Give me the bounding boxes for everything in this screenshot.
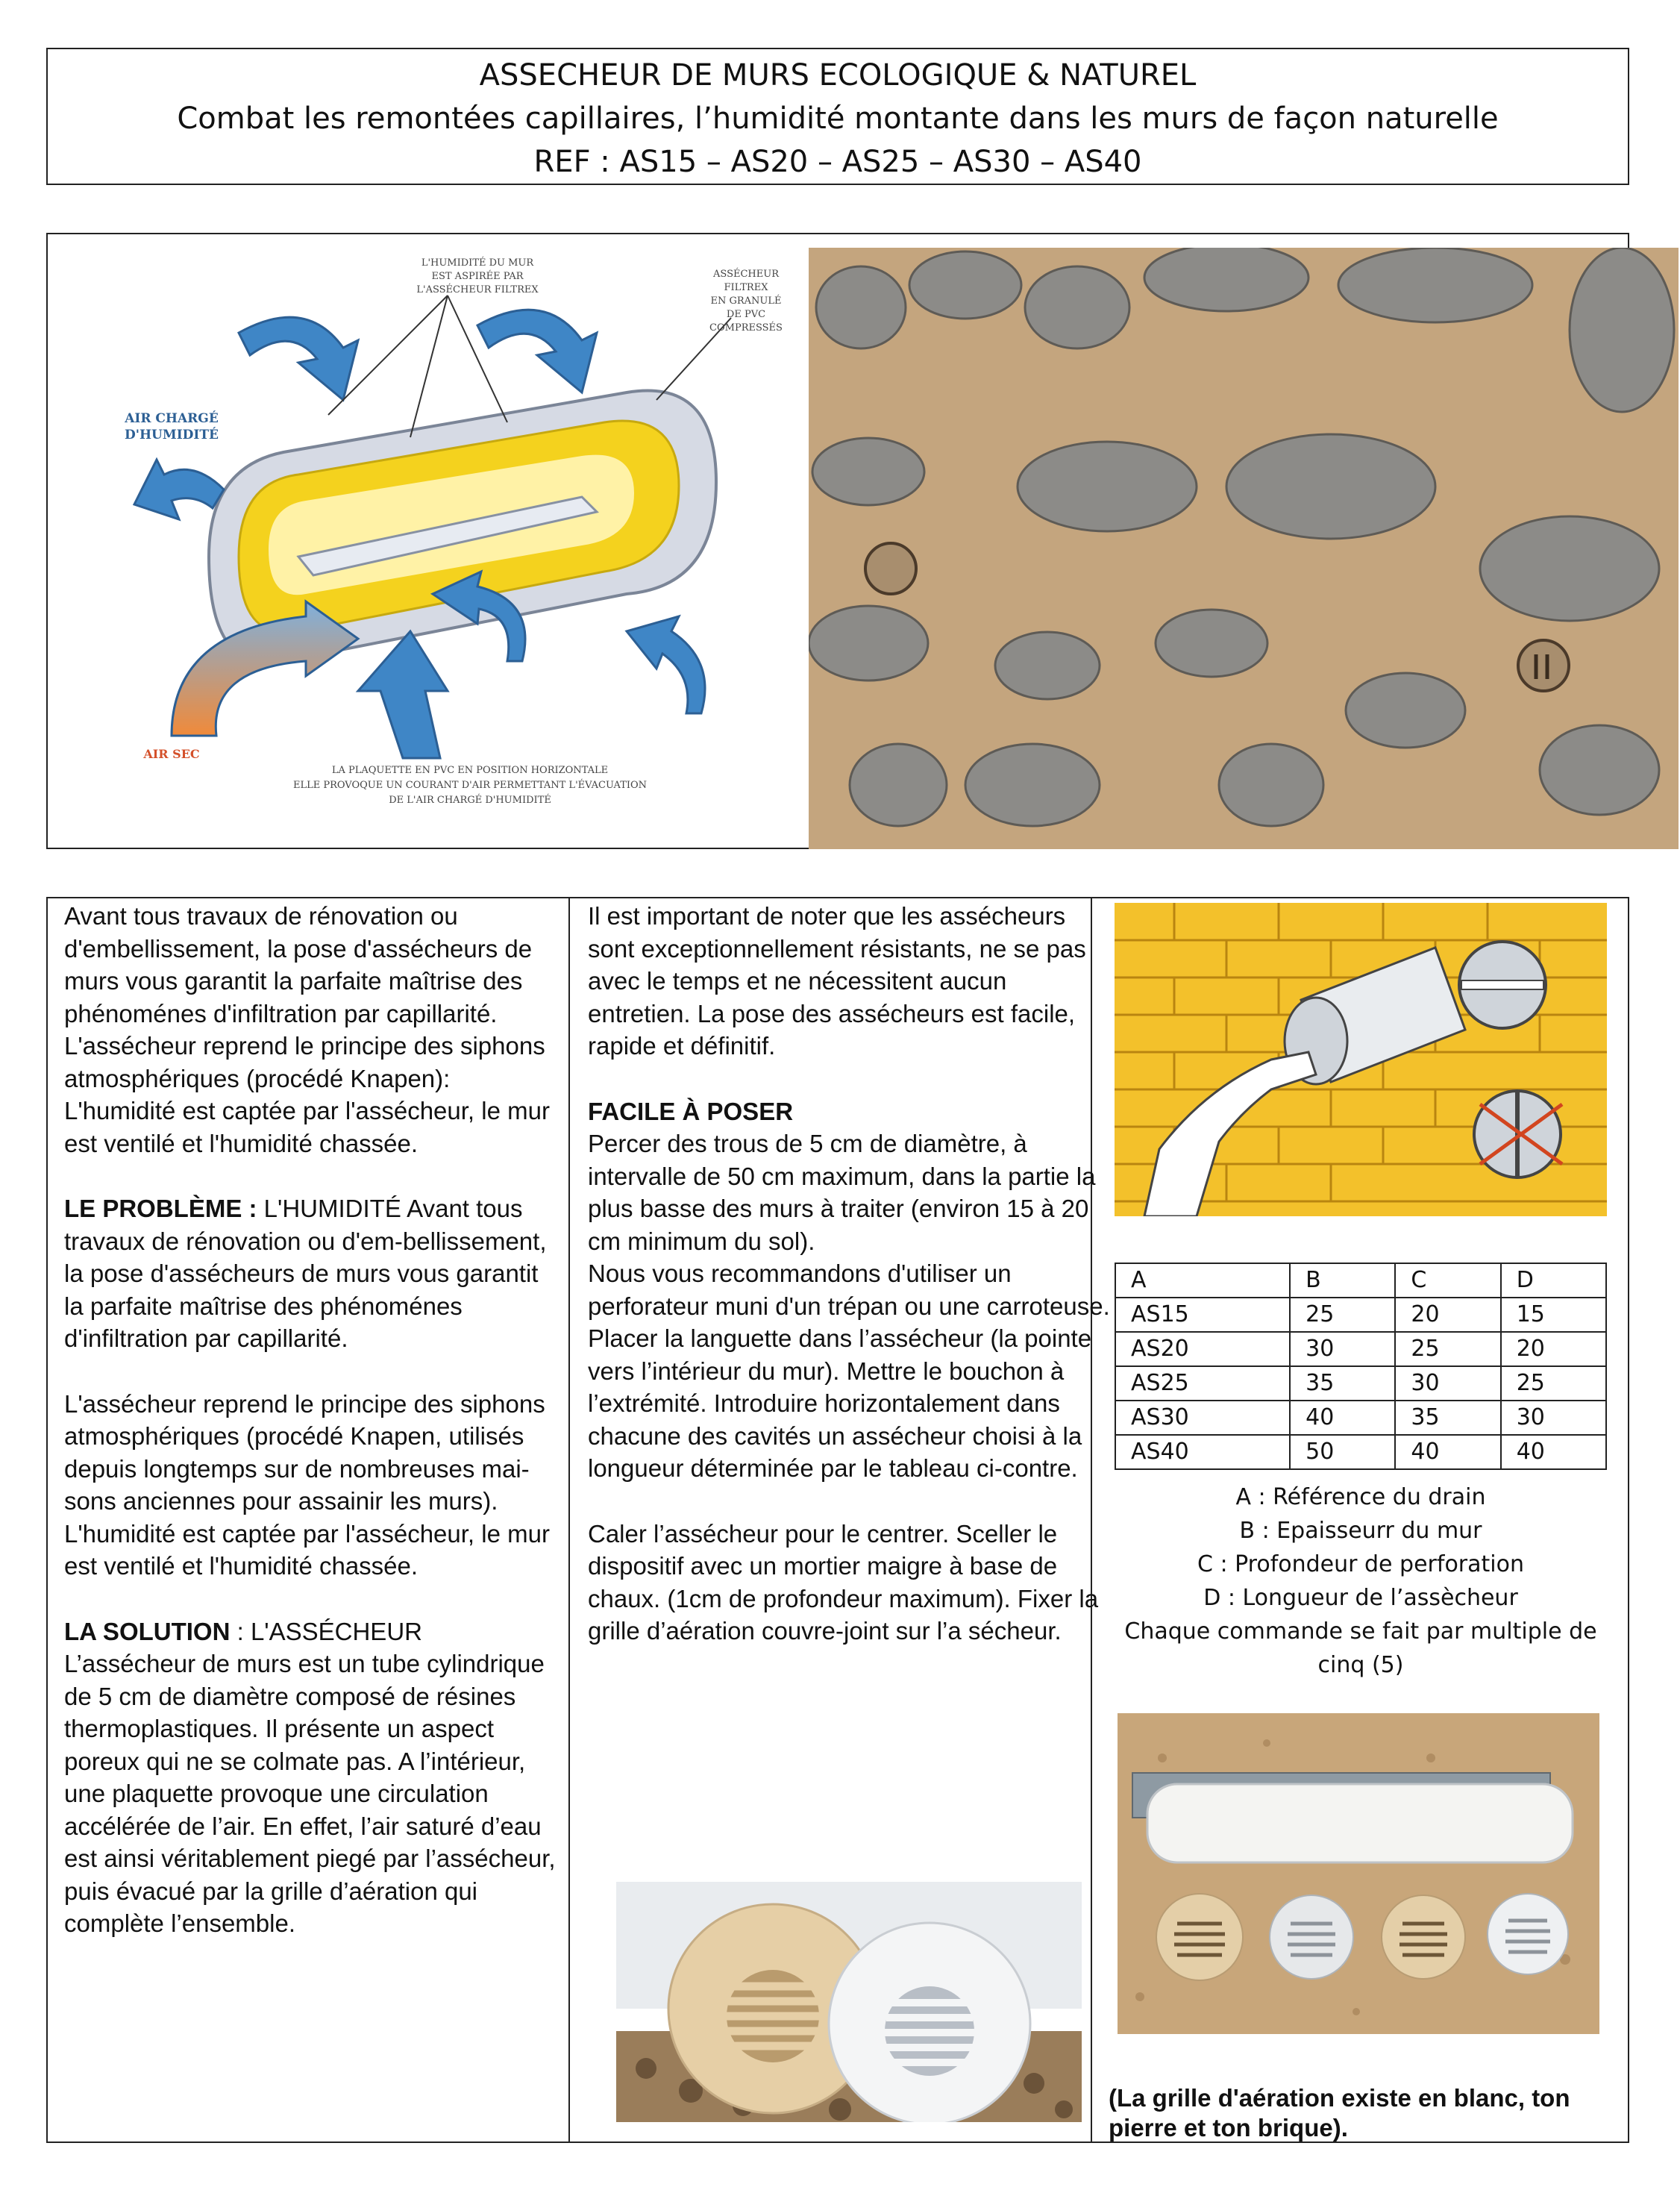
- column-divider-1: [568, 898, 570, 2141]
- label-right-5: COMPRESSÉS: [709, 322, 783, 334]
- solution-paragraph: L’assécheur de murs est un tube cylindrique de 5 cm de diamètre composé de résines thermoplastiques. Il présente un aspect poreux qui ne se colmate pas. A l’intérieur, une plaquette provoque une circulation accélérée de l’air. En effet, l’air saturé d’eau est ainsi véritablement piegé par l’assécheur, puis évacué par la grille d’aération qui complète l’ensemble.: [64, 1650, 556, 1937]
- reference-line: REF : AS15 – AS20 – AS25 – AS30 – AS40: [533, 145, 1142, 179]
- table-cell: A: [1115, 1263, 1290, 1298]
- table-cell: AS15: [1115, 1298, 1290, 1332]
- table-cell: 40: [1395, 1435, 1500, 1469]
- table-cell: C: [1395, 1263, 1500, 1298]
- table-legend: [1107, 1480, 1614, 1682]
- legend-c: C : Profondeur de perforation: [1197, 1551, 1524, 1577]
- label-top-2: EST ASPIRÉE PAR: [431, 271, 524, 282]
- wall-hole-open: [1459, 942, 1546, 1028]
- legend-b: B : Epaisseurr du mur: [1239, 1518, 1482, 1544]
- legend-order-note: Chaque commande se fait par multiple de cinq (5): [1124, 1618, 1597, 1678]
- table-cell: 25: [1395, 1332, 1500, 1366]
- table-cell: 35: [1290, 1366, 1395, 1401]
- label-bottom-2: ELLE PROVOQUE UN COURANT D'AIR PERMETTANT L'ÉVACUATION: [292, 780, 648, 791]
- grille-white-1: [1270, 1895, 1353, 1979]
- principle-paragraph: L'assécheur reprend le principe des siphons atmosphériques (procédé Knapen, utilisés depuis longtemps sur de nombreuses mai-sons anciennes pour assainir les murs). L'humidité est captée par l'assécheur, le mur est ventilé et l'humidité chassée.: [64, 1389, 550, 1580]
- solution-suffix: : L'ASSÉCHEUR: [230, 1617, 422, 1645]
- label-air-humid-1: AIR CHARGÉ: [125, 411, 219, 426]
- table-row: [1115, 1298, 1606, 1332]
- page-title: ASSECHEUR DE MURS ECOLOGIQUE & NATUREL: [479, 58, 1197, 93]
- label-bottom-1: LA PLAQUETTE EN PVC EN POSITION HORIZONTALE: [331, 765, 609, 776]
- install-heading: FACILE À POSER: [588, 1097, 794, 1125]
- problem-text: L'HUMIDITÉ Avant tous travaux de rénovation ou d'em-bellissement, la pose d'assécheurs de murs vous garantit la parfaite maîtrise des phénoménes d'infiltration par capillarité.: [64, 1195, 547, 1352]
- table-row: [1115, 1401, 1606, 1435]
- install-paragraph: Percer des trous de 5 cm de diamètre, à intervalle de 50 cm maximum, dans la partie la plus basse des murs à traiter (environ 15 à 20 cm minimum du sol).: [588, 1130, 1096, 1255]
- table-cell: D: [1501, 1263, 1606, 1298]
- dimensions-table: [1115, 1263, 1607, 1470]
- solution-heading-line: [64, 1615, 557, 1648]
- column-problem-solution: [64, 900, 557, 1940]
- grille-white-2: [1488, 1894, 1568, 1974]
- table-row: [1115, 1366, 1606, 1401]
- content-table: [46, 897, 1629, 2143]
- resistance-paragraph: Il est important de noter que les assécheurs sont exceptionnellement résistants, ne se pas avec le temps et ne nécessitent aucun entretien. La pose des assécheurs est facile, rapide et définitif.: [588, 902, 1086, 1060]
- label-bottom-3: DE L'AIR CHARGÉ D'HUMIDITÉ: [389, 795, 551, 806]
- table-cell: 20: [1395, 1298, 1500, 1332]
- brick-wall-installation-photo: [1115, 903, 1607, 1216]
- illustration-box: [46, 233, 1629, 849]
- label-air-dry: AIR SEC: [143, 747, 200, 761]
- table-cell: 25: [1290, 1298, 1395, 1332]
- grille-beige-1: [1156, 1894, 1243, 1980]
- recommend-paragraph: Nous vous recommandons d'utiliser un perforateur muni d'un trépan ou une carroteuse. Placer la languette dans l’assécheur (la pointe vers l’intérieur du mur). Mettre le bouchon à l’extrémité. Introduire horizontalement dans chacune des cavités un assécheur choisi à la longueur déterminée par le tableau ci-contre.: [588, 1260, 1110, 1482]
- label-right-3: EN GRANULÉ: [710, 295, 782, 307]
- intro-paragraph: Avant tous travaux de rénovation ou d'embellissement, la pose d'assécheurs de murs vous garantit la parfaite maîtrise des phénoménes d'infiltration par capillarité. L'assécheur reprend le principe des siphons atmosphériques (procédé Knapen): L'humidité est captée par l'assécheur, le mur est ventilé et l'humidité chassée.: [64, 902, 550, 1157]
- solution-heading: LA SOLUTION: [64, 1617, 231, 1645]
- table-cell: AS30: [1115, 1401, 1290, 1435]
- page-subtitle: Combat les remontées capillaires, l’humidité montante dans les murs de façon naturelle: [177, 101, 1499, 136]
- legend-a: A : Référence du drain: [1235, 1484, 1486, 1510]
- stone-wall-photo: [809, 248, 1679, 849]
- white-grille: [829, 1923, 1030, 2122]
- label-right-2: FILTREX: [724, 282, 768, 293]
- label-top-1: L'HUMIDITÉ DU MUR: [421, 257, 534, 269]
- table-cell: 35: [1395, 1401, 1500, 1435]
- table-cell: B: [1290, 1263, 1395, 1298]
- table-cell: 15: [1501, 1298, 1606, 1332]
- table-header-row: [1115, 1263, 1606, 1298]
- table-cell: 20: [1501, 1332, 1606, 1366]
- drying-principle-diagram: [60, 243, 791, 840]
- grille-beige-2: [1382, 1895, 1465, 1979]
- problem-heading: LE PROBLÈME :: [64, 1195, 257, 1222]
- table-cell: 40: [1501, 1435, 1606, 1469]
- table-row: [1115, 1332, 1606, 1366]
- label-right-1: ASSÉCHEUR: [713, 269, 779, 280]
- label-right-4: DE PVC: [726, 309, 766, 320]
- grilles-photo: [616, 1882, 1082, 2122]
- header-box: [46, 48, 1629, 185]
- seal-paragraph: Caler l’assécheur pour le centrer. Sceller le dispositif avec un mortier maigre à base de chaux. (1cm de profondeur maximum). Fixer la grille d’aération couvre-joint sur l’a sécheur.: [588, 1519, 1099, 1645]
- table-cell: 50: [1290, 1435, 1395, 1469]
- table-row: [1115, 1435, 1606, 1469]
- legend-d: D : Longueur de l’assècheur: [1203, 1585, 1518, 1611]
- tube-and-grilles-photo: [1118, 1713, 1599, 2034]
- table-cell: AS25: [1115, 1366, 1290, 1401]
- label-air-humid-2: D'HUMIDITÉ: [125, 428, 219, 442]
- table-cell: 30: [1290, 1332, 1395, 1366]
- table-cell: AS20: [1115, 1332, 1290, 1366]
- table-cell: AS40: [1115, 1435, 1290, 1469]
- label-top-3: L'ASSÉCHEUR FILTREX: [416, 284, 539, 295]
- grille-color-caption: (La grille d'aération existe en blanc, ton pierre et ton brique).: [1109, 2084, 1570, 2141]
- wall-hole-crossed: [1474, 1091, 1562, 1177]
- table-cell: 30: [1501, 1401, 1606, 1435]
- column-installation: [588, 900, 1110, 1648]
- table-cell: 40: [1290, 1401, 1395, 1435]
- table-cell: 25: [1501, 1366, 1606, 1401]
- table-cell: 30: [1395, 1366, 1500, 1401]
- problem-paragraph: [64, 1192, 557, 1355]
